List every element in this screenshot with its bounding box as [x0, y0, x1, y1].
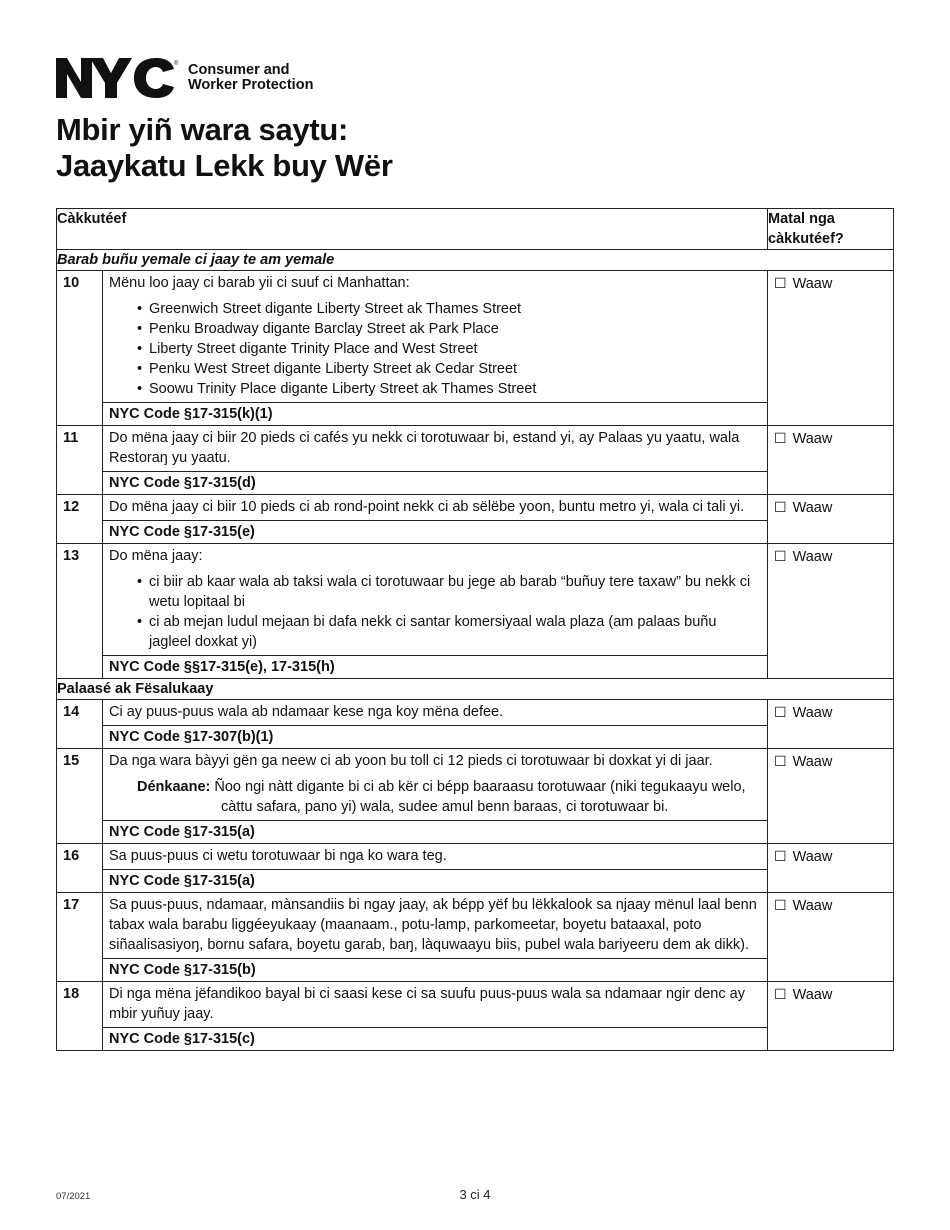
section-row — [57, 250, 894, 271]
table-row — [57, 749, 894, 821]
table-row — [57, 982, 894, 1028]
note — [137, 777, 761, 817]
requirement-text: Do mëna jaay ci biir 10 pieds ci ab rond-point nekk ci ab sëlëbe yoon, buntu metro yi, wala ci tali yi. — [103, 495, 768, 521]
row-number: 11 — [57, 426, 103, 495]
col-header-requirement: Càkkutéef — [57, 209, 768, 250]
checkbox-label: Waaw — [792, 754, 833, 770]
note-label: Dénkaane: — [137, 779, 211, 795]
row-number: 17 — [57, 893, 103, 982]
requirement-text: Sa puus-puus, ndamaar, mànsandiis bi ngay jaay, ak bépp yëf bu lëkkalook sa njaay mënul laal benn tabax wala barabu liggéeyukaay (maanaam., potu-lamp, parkomeetar, boyetu bataaxal, poto siñaalisasiyoŋ, bornu safara, boyetu garab, baŋ, làquwaayu biis, pubel wala bariyeeru dem ak dikk). — [103, 893, 768, 959]
requirement-text: Di nga mëna jëfandikoo bayal bi ci saasi kese ci sa suufu puus-puus wala sa ndamaar ngir denc ay mbir yuñuy jaay. — [103, 982, 768, 1028]
compliance-checkbox[interactable] — [768, 544, 894, 679]
list-item: • Penku West Street digante Liberty Street ak Cedar Street — [137, 359, 761, 379]
nyc-code-reference: NYC Code §17-315(a) — [103, 870, 768, 893]
table-header-row — [57, 209, 894, 250]
checkbox-icon[interactable]: ☐ — [774, 430, 787, 446]
list-item: • Soowu Trinity Place digante Liberty Street ak Thames Street — [137, 379, 761, 399]
list-item: • Greenwich Street digante Liberty Street ak Thames Street — [137, 299, 761, 319]
section-row — [57, 679, 894, 700]
row-number: 16 — [57, 844, 103, 893]
requirement-text: Do mëna jaay ci biir 20 pieds ci cafés yu nekk ci torotuwaar bi, estand yi, ay Palaas yu yaatu, wala Restoraŋ yu yaatu. — [103, 426, 768, 472]
row-number: 18 — [57, 982, 103, 1051]
checkbox-label: Waaw — [792, 898, 833, 914]
requirement-text — [103, 749, 768, 821]
checkbox-label: Waaw — [792, 500, 833, 516]
requirement-text: Ci ay puus-puus wala ab ndamaar kese nga koy mëna defee. — [103, 700, 768, 726]
nyc-code-reference: NYC Code §17-315(a) — [103, 821, 768, 844]
table-row — [57, 271, 894, 403]
title-line-2: Jaaykatu Lekk buy Wër — [56, 148, 393, 183]
checkbox-label: Waaw — [792, 549, 833, 565]
requirement-lead: Da nga wara bàyyi gën ga neew ci ab yoon bu toll ci 12 pieds ci torotuwaar bi doxkat yi di jaar. — [109, 753, 713, 769]
nyc-code-reference: NYC Code §17-315(b) — [103, 959, 768, 982]
nyc-dcwp-logo — [56, 55, 326, 101]
table-row — [57, 844, 894, 870]
nyc-code-reference: NYC Code §17-315(e) — [103, 521, 768, 544]
nyc-code-reference: NYC Code §§17-315(e), 17-315(h) — [103, 656, 768, 679]
checkbox-icon[interactable]: ☐ — [774, 275, 787, 291]
list-item: • Penku Broadway digante Barclay Street ak Park Place — [137, 319, 761, 339]
row-number: 10 — [57, 271, 103, 426]
compliance-checkbox[interactable] — [768, 700, 894, 749]
checkbox-label: Waaw — [792, 276, 833, 292]
logo-text-line1: Consumer and — [188, 62, 290, 78]
section-title: Palaasé ak Fësalukaay — [57, 679, 894, 700]
row-number: 15 — [57, 749, 103, 844]
checkbox-icon[interactable]: ☐ — [774, 848, 787, 864]
compliance-checkbox[interactable] — [768, 982, 894, 1051]
requirement-lead: Do mëna jaay: — [109, 548, 203, 564]
checkbox-icon[interactable]: ☐ — [774, 897, 787, 913]
nyc-code-reference: NYC Code §17-315(c) — [103, 1028, 768, 1051]
requirement-lead: Mënu loo jaay ci barab yii ci suuf ci Manhattan: — [109, 275, 410, 291]
checkbox-icon[interactable]: ☐ — [774, 704, 787, 720]
nyc-logo-icon — [56, 57, 180, 99]
col-header-compliance — [768, 209, 894, 250]
nyc-code-reference: NYC Code §17-307(b)(1) — [103, 726, 768, 749]
bullet-list — [109, 299, 761, 399]
requirement-text — [103, 271, 768, 403]
compliance-checkbox[interactable] — [768, 495, 894, 544]
bullet-list — [109, 572, 761, 652]
table-row — [57, 495, 894, 521]
compliance-checkbox[interactable] — [768, 893, 894, 982]
col-header-compliance-line1: Matal nga — [768, 211, 835, 227]
compliance-checkbox[interactable] — [768, 426, 894, 495]
checkbox-label: Waaw — [792, 849, 833, 865]
compliance-checkbox[interactable] — [768, 844, 894, 893]
row-number: 12 — [57, 495, 103, 544]
checkbox-icon[interactable]: ☐ — [774, 753, 787, 769]
checkbox-label: Waaw — [792, 705, 833, 721]
table-row — [57, 700, 894, 726]
requirement-text: Sa puus-puus ci wetu torotuwaar bi nga ko wara teg. — [103, 844, 768, 870]
note-text: Ñoo ngi nàtt digante bi ci ab kër ci bépp baaraasu torotuwaar (niki tegukaayu welo, càttu safara, pano yi) wala, sudee amul benn baraas, ci torotuwaar bi. — [214, 779, 746, 815]
compliance-checklist-table — [56, 208, 894, 1051]
compliance-checkbox[interactable] — [768, 271, 894, 426]
list-item: • ci biir ab kaar wala ab taksi wala ci torotuwaar bu jege ab barab “buñuy tere taxaw” bu nekk ci wetu lopitaal bi — [137, 572, 761, 612]
revision-date: 07/2021 — [56, 1191, 91, 1202]
list-item: • Liberty Street digante Trinity Place and West Street — [137, 339, 761, 359]
compliance-checkbox[interactable] — [768, 749, 894, 844]
nyc-code-reference: NYC Code §17-315(d) — [103, 472, 768, 495]
section-title: Barab buñu yemale ci jaay te am yemale — [57, 250, 894, 271]
checkbox-label: Waaw — [792, 431, 833, 447]
table-row — [57, 893, 894, 959]
title-line-1: Mbir yiñ wara saytu: — [56, 112, 349, 147]
list-item: • ci ab mejan ludul mejaan bi dafa nekk ci santar komersiyaal wala plaza (am palaas buñu jagleel doxkat yi) — [137, 612, 761, 652]
checkbox-icon[interactable]: ☐ — [774, 499, 787, 515]
table-row — [57, 544, 894, 656]
page-title — [56, 112, 393, 184]
requirement-text — [103, 544, 768, 656]
nyc-code-reference: NYC Code §17-315(k)(1) — [103, 403, 768, 426]
checkbox-icon[interactable]: ☐ — [774, 548, 787, 564]
row-number: 14 — [57, 700, 103, 749]
page-number: 3 ci 4 — [459, 1187, 491, 1202]
checkbox-icon[interactable]: ☐ — [774, 986, 787, 1002]
logo-text-line2: Worker Protection — [188, 77, 314, 93]
table-row — [57, 426, 894, 472]
svg-text:®: ® — [174, 61, 179, 67]
checkbox-label: Waaw — [792, 987, 833, 1003]
row-number: 13 — [57, 544, 103, 679]
col-header-compliance-line2: càkkutéef? — [768, 231, 844, 247]
